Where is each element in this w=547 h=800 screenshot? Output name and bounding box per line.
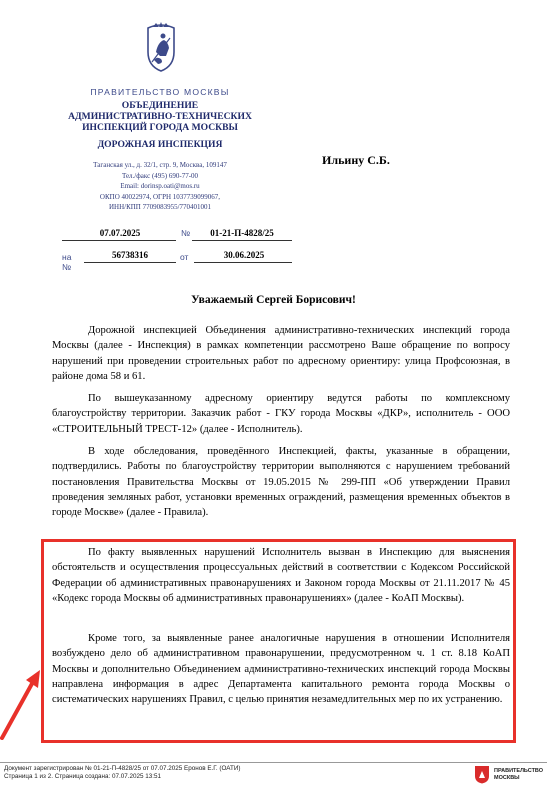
footer-info <box>4 765 240 781</box>
greeting: Уважаемый Сергей Борисович! <box>191 294 356 306</box>
paragraph-2: По вышеуказанному адресному ориентиру ведутся работы по комплексному благоустройству территории. Заказчик работ - ГКУ города Москвы «ДКР», исполнитель - ООО «СТРОИТЕЛЬНЫЙ ТРЕСТ-12» (далее - Исполнитель). <box>52 393 510 435</box>
paragraph-1: Дорожной инспекцией Объединения административно-технических инспекций города Москвы (далее - Инспекция) в рамках компетенции рассмотрено Ваше обращение по вопросу нарушений при проведении строительных работ по адресному ориентиру: улица Профсоюзная, в районе дома 58 и 61. <box>52 325 510 382</box>
organization-title <box>60 100 260 133</box>
contact-okpo: ОКПО 40022974, ОГРН 1037739099067, <box>99 192 221 201</box>
organization-line-1: ОБЪЕДИНЕНИЕ <box>121 100 199 111</box>
registration-number: 01-21-П-4828/25 <box>210 228 274 238</box>
from-label: от <box>180 252 189 262</box>
footer-registration: Документ зарегистрирован № 01-21-П-4828/25 от 07.07.2025 Еронов Е.Г. (ОАТИ) <box>4 765 241 772</box>
paragraph-5: Кроме того, за выявленные ранее аналогичные нарушения в отношении Исполнителя возбуждено дело об административном правонарушении, предусмотренном ч. 1 ст. 8.18 КоАП Москвы и дополнительно Объединением административно-технических инспекций города Москвы направлена информация в адрес Департамента капитального ремонта города Москвы о систематических нарушениях Правил, с целью принятия незамедлительных мер по их устранению. <box>52 633 510 706</box>
contact-address: Таганская ул., д. 32/1, стр. 9, Москва, 109147 <box>93 161 227 169</box>
ref-number-line <box>84 262 176 263</box>
footer-brand-line-1: ПРАВИТЕЛЬСТВО <box>494 768 544 774</box>
footer-divider <box>0 762 547 763</box>
moscow-coat-of-arms-icon <box>144 22 178 72</box>
registration-number-line <box>192 240 292 241</box>
moscow-logo-icon <box>474 765 490 784</box>
addressee: Ильину С.Б. <box>322 153 390 167</box>
footer-brand <box>494 768 543 782</box>
ref-date: 30.06.2025 <box>223 250 265 260</box>
number-label: № <box>181 228 191 238</box>
contact-block <box>60 160 260 213</box>
paragraph-3: В ходе обследования, проведённого Инспекцией, факты, указанные в обращении, подтвердились. Работы по благоустройству территории выполняются с нарушением требований постановления Правительства Москвы от 19.05.2015 № 299-ПП «Об утверждении Правил проведения земляных работ, установки временных ограждений, размещения временных объектов в городе Москве» (далее - Правила). <box>52 446 510 519</box>
registration-date: 07.07.2025 <box>99 228 141 238</box>
organization-line-2: АДМИНИСТРАТИВНО-ТЕХНИЧЕСКИХ <box>68 111 252 123</box>
paragraph-4: По факту выявленных нарушений Исполнитель вызван в Инспекцию для выяснения обстоятельств и осуществления процессуальных действий в соответствии с Кодексом Российской Федерации об административных правонарушениях и Законом города Москвы от 21.11.2017 № 45 «Кодекс города Москвы об административных правонарушениях» (далее - КоАП Москвы). <box>52 547 510 604</box>
registration-date-line <box>62 240 176 241</box>
contact-email: Email: dorinsp.oati@mos.ru <box>120 182 200 190</box>
ref-date-line <box>194 262 292 263</box>
contact-inn: ИНН/КПП 7709083955/770401001 <box>108 203 212 211</box>
footer-brand-line-2: МОСКВЫ <box>494 775 520 781</box>
red-arrow-icon <box>0 650 50 740</box>
ref-label: на № <box>62 252 72 272</box>
department-title: ДОРОЖНАЯ ИНСПЕКЦИЯ <box>97 139 223 150</box>
government-title: ПРАВИТЕЛЬСТВО МОСКВЫ <box>90 87 230 97</box>
ref-number: 56738316 <box>112 250 148 260</box>
organization-line-3: ИНСПЕКЦИЙ ГОРОДА МОСКВЫ <box>82 122 238 134</box>
footer-page-info: Страница 1 из 2. Страница создана: 07.07.2025 13:51 <box>4 773 162 780</box>
highlight-box <box>41 539 516 743</box>
contact-phone: Тел./факс (495) 690-77-00 <box>121 171 199 180</box>
